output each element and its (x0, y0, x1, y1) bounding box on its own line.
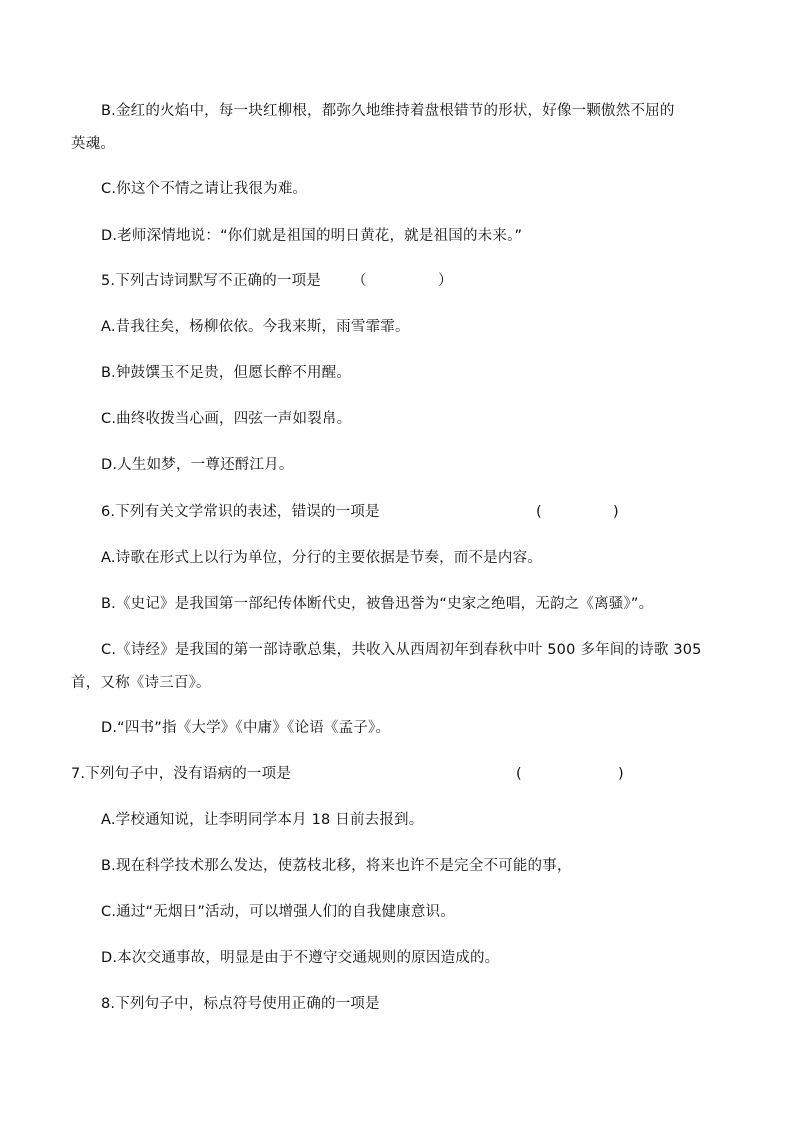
option-b-q6: B.《史记》是我国第一部纪传体断代史，被鲁迅誉为“史家之绝唱，无韵之《离骚》”。 (101, 596, 654, 612)
option-d-q7: D.本次交通事故，明显是由于不遵守交通规则的原因造成的。 (101, 950, 500, 966)
answer-bracket-close-q5: ） (438, 273, 453, 289)
option-c-q6-line2: 首，又称《诗三百》。 (71, 675, 211, 691)
option-d-q6: D.“四书”指《大学》《中庸》《论语《孟子》。 (101, 720, 391, 736)
option-b-q4-line2: 英魂。 (71, 136, 116, 152)
question-8: 8.下列句子中，标点符号使用正确的一项是 (101, 996, 380, 1012)
option-c-q4: C.你这个不情之请让我很为难。 (101, 181, 308, 197)
option-a-q5: A.昔我往矣，杨柳依依。今我来斯，雨雪霏霏。 (101, 319, 410, 335)
answer-bracket-open-q7: ( (516, 766, 522, 782)
answer-bracket-open-q6: ( (536, 504, 542, 520)
question-7: 7.下列句子中，没有语病的一项是 (71, 766, 292, 782)
option-c-q5: C.曲终收拨当心画，四弦一声如裂帛。 (101, 411, 352, 427)
option-a-q7: A.学校通知说，让李明同学本月 18 日前去报到。 (101, 812, 424, 828)
option-c-q7: C.通过“无烟日”活动，可以增强人们的自我健康意识。 (101, 904, 455, 920)
option-b-q7: B.现在科学技术那么发达，使荔枝北移，将来也许不是完全不可能的事， (101, 858, 572, 874)
option-d-q5: D.人生如梦，一尊还酹江月。 (101, 457, 294, 473)
question-5: 5.下列古诗词默写不正确的一项是 (101, 273, 322, 289)
option-b-q4-line1: B.金红的火焰中，每一块红柳根，都弥久地维持着盘根错节的形状，好像一颗傲然不屈的 (101, 103, 675, 119)
option-b-q5: B.钟鼓馔玉不足贵，但愿长醉不用醒。 (101, 365, 352, 381)
option-c-q6-line1: C.《诗经》是我国的第一部诗歌总集，共收入从西周初年到春秋中叶 500 多年间的诗歌 305 (101, 642, 702, 658)
question-6: 6.下列有关文学常识的表述，错误的一项是 (101, 504, 380, 520)
answer-bracket-close-q7: ) (618, 766, 624, 782)
option-d-q4: D.老师深情地说：“你们就是祖国的明日黄花，就是祖国的未来。” (101, 228, 523, 244)
option-a-q6: A.诗歌在形式上以行为单位，分行的主要依据是节奏，而不是内容。 (101, 550, 542, 566)
answer-bracket-open-q5: （ (352, 273, 367, 289)
answer-bracket-close-q6: ) (613, 504, 619, 520)
